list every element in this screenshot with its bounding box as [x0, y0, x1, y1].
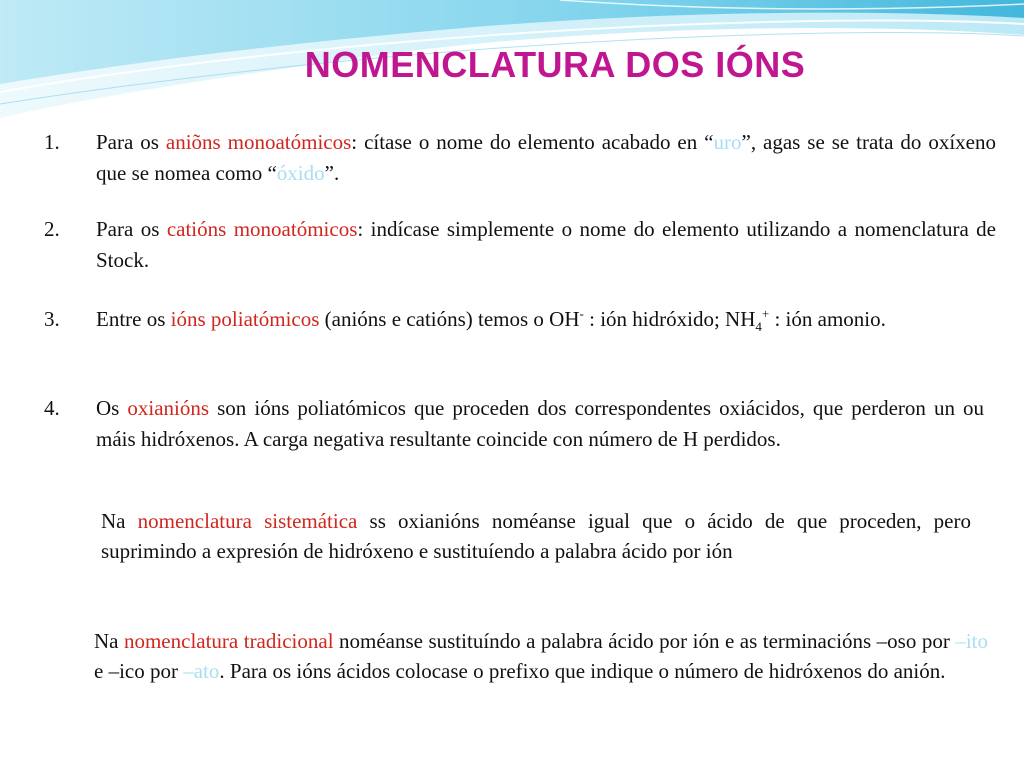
text-run: : cítase o nome do elemento acabado en “ [351, 130, 714, 154]
highlight-term: nomenclatura tradicional [123, 629, 334, 653]
text-run: ss oxianións noméanse igual que o ácido de que proceden, pero suprimindo a expresión de hidróxeno e sustituíendo a palabra ácido por ión [101, 509, 971, 563]
text-run: Os [96, 396, 128, 420]
text-run: Na [94, 629, 124, 653]
list-text [96, 214, 996, 276]
text-run: Para os [96, 130, 166, 154]
highlight-term: catións monoatómicos [166, 217, 358, 241]
text-run: Entre os [96, 307, 171, 331]
superscript: + [761, 306, 770, 321]
list-text [96, 127, 996, 189]
paragraph-tradicional [94, 626, 988, 686]
superscript: - [579, 306, 584, 321]
highlight-term: oxianións [127, 396, 210, 420]
highlight-term: aniõns monoatómicos [165, 130, 352, 154]
text-run: Para os [96, 217, 167, 241]
list-item-3 [44, 304, 996, 366]
text-run: noméanse sustituíndo a palabra ácido por ión e as terminacións –oso por [333, 629, 956, 653]
list-number: 2. [44, 217, 60, 241]
suffix-term: óxido [276, 161, 325, 185]
text-run: : ión amonio. [769, 307, 886, 331]
text-run: e –ico por [94, 659, 184, 683]
list-number: 4. [44, 396, 60, 420]
list-item-4 [44, 393, 984, 486]
list-item-1 [44, 127, 996, 189]
text-run: . Para os ións ácidos colocase o prefixo que indique o número de hidróxenos do anión. [219, 659, 946, 683]
suffix-term: –ito [955, 629, 988, 653]
subscript: 4 [755, 319, 762, 335]
highlight-term: nomenclatura sistemática [137, 509, 358, 533]
list-number: 3. [44, 307, 60, 331]
suffix-term: uro [713, 130, 742, 154]
text-run: Na [101, 509, 138, 533]
suffix-term: –ato [183, 659, 220, 683]
paragraph-sistematica [101, 506, 971, 566]
text-run: son ións poliatómicos que proceden dos correspondentes oxiácidos, que perderon un ou máis hidróxenos. A carga negativa resultante coincide con número de H perdidos. [96, 396, 985, 451]
list-number: 1. [44, 130, 60, 154]
list-text [96, 393, 984, 455]
text-run: ”, agas se se trata do oxíxeno que se nomea como “ [96, 130, 996, 185]
text-run: ”. [324, 161, 340, 185]
text-run: (anións e catións) temos o OH [319, 307, 580, 331]
list-item-2 [44, 214, 996, 276]
page-title: NOMENCLATURA DOS IÓNS [304, 44, 806, 85]
list-text [96, 304, 996, 335]
text-run: : indícase simplemente o nome do elemento utilizando a nomenclatura de Stock. [96, 217, 997, 272]
highlight-term: ións poliatómicos [170, 307, 320, 331]
text-run: : ión hidróxido; NH [583, 307, 756, 331]
